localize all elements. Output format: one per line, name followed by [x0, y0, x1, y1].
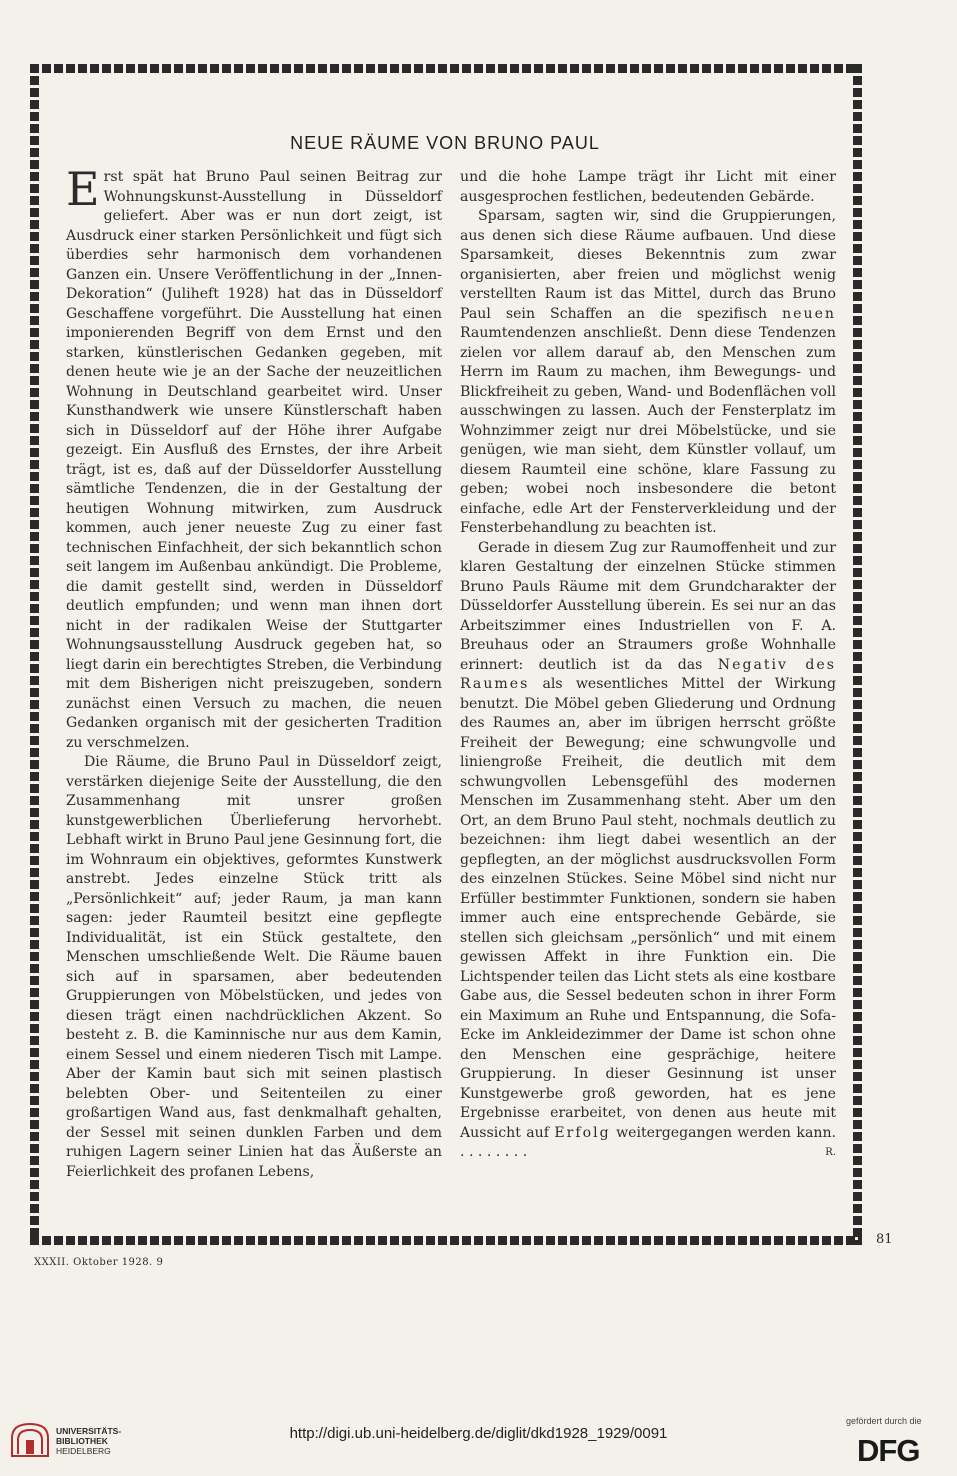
article-title: NEUE RÄUME VON BRUNO PAUL [290, 133, 600, 153]
paragraph: und die hohe Lampe trägt ihr Licht mit einer ausgesprochen festlichen, bedeutenden Gebärde. [460, 169, 836, 205]
dfg-logo: DFG [857, 1433, 920, 1468]
institution-name: UNIVERSITÄTS- BIBLIOTHEK HEIDELBERG [56, 1426, 122, 1456]
page-number: 81 [876, 1232, 893, 1247]
author-signature: R. [825, 1147, 836, 1158]
funded-by-label: gefördert durch die [846, 1416, 922, 1426]
paragraph: Sparsam, sagten wir, sind die Gruppierungen, aus denen sich diese Räume aufbauen. Und diese Sparsamkeit, dieses Bekenntnis zum zwar organisierten, aber freien und möglichst wenig verstellten Raum ist das Mittel, durch das Bruno Paul sein Schaffen an die spezifisch neuen Raumtendenzen anschließt. Denn diese Tendenzen zielen vor allem darauf ab, den Menschen zum Herrn im Raum zu machen, ihm Bewegungs- und Blickfreiheit zu geben, Wand- und Bodenflächen voll ausschwingen zu lassen. Auch der Fensterplatz im Wohnzimmer zeigt nur drei Möbelstücke, und sie genügen, wie man sieht, dem Künstler vollauf, um diesem Raumteil eine schöne, klare Fassung zu geben; wobei noch insbesondere die betont einfache, edle Art der Fensterverkleidung und der Fensterbehandlung zu beachten ist. [460, 208, 836, 536]
frame-border-bottom [30, 1236, 862, 1245]
paragraph: Gerade in diesem Zug zur Raumoffenheit und zur klaren Gestaltung der einzelnen Stücke stimmen Bruno Pauls Räume mit dem Grundcharakter der Düsseldorfer Ausstellung überein. Es sei nur an das Arbeitszimmer eines Industriellen von F. A. Breuhaus oder an Straumers große Wohnhalle erinnert: deutlich ist da das Negativ des Raumes als wesentliches Mittel der Wirkung benutzt. Die Möbel geben Gliederung und Ordnung des Raumes an, aber im übrigen herrscht größte Freiheit der Bewegung; eine schwungvolle und liniengroße Freiheit, die deutlich mit dem schwungvollen Lebensgefühl des modernen Menschen im Zusammenhang steht. Aber um den Ort, an dem Bruno Paul steht, nochmals deutlich zu bezeichnen: ihm liegt dabei wesentlich an der gepflegten, an der möglichst ausdrucksvollen Form des einzelnen Stückes. Seine Möbel sind nicht nur Erfüller bestimmter Funktionen, sondern sie haben immer auch eine entsprechende Gebärde, sie stellen sich gleichsam „persönlich“ und mit einem gewissen Affekt in ihre Funktion ein. Die Lichtspender teilen das Licht stets als eine kostbare Gabe aus, die Sessel bedeuten schon in ihrer Form ein Maximum an Ruhe und Entspannung, die Sofa-Ecke im Ankleidezimmer der Dame ist schon ohne den Menschen eine gesprächige, heitere Gruppierung. In dieser Gesinnung ist unser Kunstgewerbe groß geworden, hat es jene Ergebnisse erarbeitet, von denen aus heute mit Aussicht auf Erfolg weitergegangen werden kann. . . . . . . . . R. [460, 539, 836, 1163]
frame-border-left [30, 64, 39, 1245]
frame-border-top [30, 64, 862, 73]
paragraph: Die Räume, die Bruno Paul in Düsseldorf zeigt, verstärken diejenige Seite der Ausstellung, die den Zusammenhang mit unsrer großen kunstgewerblichen Überlieferung hervorhebt. Lebhaft wirkt in Bruno Paul jene Gesinnung fort, die im Wohnraum ein objektives, geformtes Kunstwerk anstrebt. Jedes einzelne Stück tritt als „Persönlichkeit“ auf; jeder Raum, ja man kann sagen: jeder Raumteil besitzt eine gepflegte Individualität, ist ein Stück gestaltete, den Menschen umschließende Welt. Die Räume bauen sich auf in sparsamen, aber bedeutenden Gruppierungen von Möbelstücken, und jedes von diesen trägt einen nachdrücklichen Akzent. So besteht z. B. die Kaminnische nur aus dem Kamin, einem Sessel und einem niederen Tisch mit Lampe. Aber der Kamin baut sich mit seinen plastisch belebten Ober- und Seitenteilen zu einer großartigen Wand aus, fast denkmalhaft gehalten, der Sessel mit seinen dunklen Farben und dem ruhigen Lagern seiner Linien hat das Äußerste an Feierlichkeit des profanen Lebens, [66, 754, 442, 1180]
paragraph: Erst spät hat Bruno Paul seinen Beitrag zur Wohnungskunst-Ausstellung in Düsseldorf geliefert. Aber was er nun dort zeigt, ist Ausdruck einer starken Persönlichkeit und fügt sich überdies sehr harmonisch dem vorhandenen Ganzen ein. Unsere Veröffentlichung in der „Innen-Dekoration“ (Juliheft 1928) hat das in Düsseldorf Geschaffene vorgeführt. Die Ausstellung hat einen imponierenden Begriff von dem Ernst und den starken, künstlerischen Gedanken gegeben, mit denen heute wie je an der Sache der neuzeitlichen Wohnung in Deutschland gearbeitet wird. Unser Kunsthandwerk wie unsere Künstlerschaft haben sich in Düsseldorf auf der Höhe ihrer Aufgabe gezeigt. Ein Ausfluß des Ernstes, der ihre Arbeit trägt, ist es, daß auf der Düsseldorfer Ausstellung sämtliche Tendenzen, die in der Gestaltung der heutigen Wohnung mitwirken, zum Ausdruck kommen, auch jener neueste Zug zu einer fast technischen Einfachheit, der sich bekanntlich schon seit langem im Außenbau ankündigt. Die Probleme, die damit gestellt sind, werden in Düsseldorf deutlich empfunden; und wenn man ihnen dort nicht in der radikalen Weise der Stuttgarter Wohnungsausstellung Ausdruck gegeben hat, so liegt darin ein berechtigtes Streben, die Verbindung mit dem Bisherigen nicht preiszugeben, sondern zunächst einen Versuch zu machen, die neuen Gedanken organisch mit der gesicherten Tradition zu verschmelzen. [66, 162, 442, 751]
right-column [460, 168, 836, 1163]
spaced-emphasis: neuen [782, 305, 836, 322]
spaced-emphasis: Negativ des Raumes [460, 656, 836, 692]
left-column [66, 162, 442, 1182]
drop-cap: E [66, 162, 100, 216]
spaced-emphasis: Erfolg [554, 1124, 611, 1141]
issue-line: XXXII. Oktober 1928. 9 [34, 1257, 164, 1268]
source-url-link[interactable]: http://digi.ub.uni-heidelberg.de/diglit/dkd1928_1929/0091 [289, 1425, 668, 1442]
frame-border-right [853, 64, 862, 1245]
